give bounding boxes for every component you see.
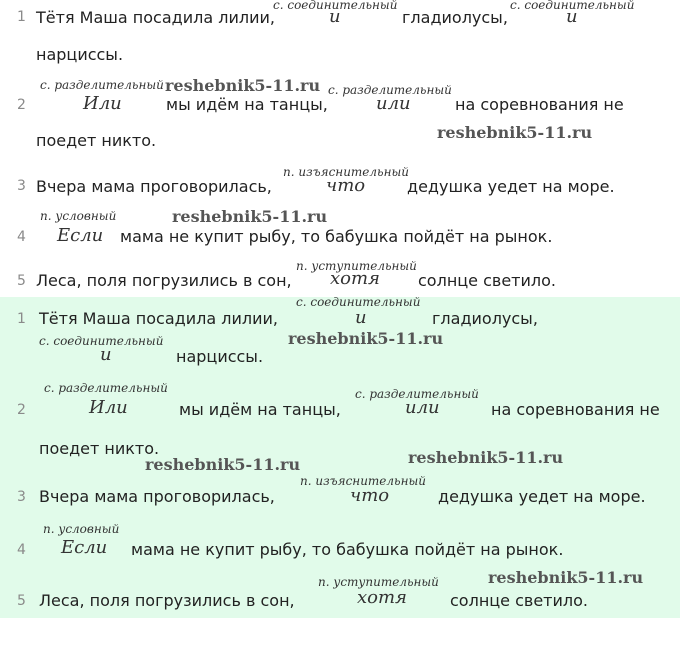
conjunction-word: что xyxy=(326,175,366,196)
exercise-block-1 xyxy=(0,0,680,297)
conjunction-word: и xyxy=(566,6,578,27)
watermark: reshebnik5-11.ru xyxy=(437,123,593,142)
sentence-text: Леса, поля погрузились в сон, xyxy=(36,271,292,290)
conjunction-word: Если xyxy=(57,225,104,246)
line-number: 4 xyxy=(17,542,26,558)
sentence-text: Тётя Маша посадила лилии, xyxy=(36,8,275,27)
conjunction-word: хотя xyxy=(330,268,380,289)
sentence-text: нарциссы. xyxy=(176,347,264,366)
conjunction-word: или xyxy=(405,397,440,418)
conjunction-type-label: с. разделительный xyxy=(44,381,168,395)
conjunction-word: хотя xyxy=(357,587,407,608)
sentence-text: солнце светило. xyxy=(450,591,588,610)
sentence-text: Вчера мама проговорилась, xyxy=(39,487,275,506)
conjunction-type-label: п. изъяснительный xyxy=(300,474,426,488)
line-number: 5 xyxy=(17,273,26,289)
conjunction-type-label: с. соединительный xyxy=(39,334,164,348)
conjunction-type-label: п. условный xyxy=(43,522,120,536)
conjunction-type-label: п. уступительный xyxy=(318,575,439,589)
sentence-text: поедет никто. xyxy=(36,131,157,150)
sentence-text: мама не купит рыбу, то бабушка пойдёт на рынок. xyxy=(120,227,553,246)
sentence-text: Вчера мама проговорилась, xyxy=(36,177,272,196)
conjunction-word: Или xyxy=(89,397,128,418)
conjunction-word: и xyxy=(329,6,341,27)
sentence-text: дедушка уедет на море. xyxy=(438,487,646,506)
sentence-text: мама не купит рыбу, то бабушка пойдёт на рынок. xyxy=(131,540,564,559)
sentence-text: гладиолусы, xyxy=(432,309,538,328)
line-number: 2 xyxy=(17,97,26,113)
conjunction-word: или xyxy=(376,93,411,114)
sentence-text: на соревнования не xyxy=(491,400,660,419)
watermark: reshebnik5-11.ru xyxy=(165,76,321,95)
sentence-text: на соревнования не xyxy=(455,95,624,114)
conjunction-type-label: п. уступительный xyxy=(296,259,417,273)
conjunction-type-label: с. разделительный xyxy=(355,387,479,401)
sentence-text: дедушка уедет на море. xyxy=(407,177,615,196)
conjunction-type-label: п. изъяснительный xyxy=(283,165,409,179)
line-number: 1 xyxy=(17,311,26,327)
conjunction-word: Или xyxy=(83,93,122,114)
conjunction-type-label: с. соединительный xyxy=(296,295,421,309)
sentence-text: гладиолусы, xyxy=(402,8,508,27)
sentence-text: солнце светило. xyxy=(418,271,556,290)
watermark: reshebnik5-11.ru xyxy=(288,329,444,348)
conjunction-word: что xyxy=(350,485,390,506)
conjunction-word: и xyxy=(355,307,367,328)
sentence-text: поедет никто. xyxy=(39,439,160,458)
line-number: 4 xyxy=(17,229,26,245)
exercise-block-2 xyxy=(0,297,680,618)
watermark: reshebnik5-11.ru xyxy=(145,455,301,474)
sentence-text: нарциссы. xyxy=(36,45,124,64)
line-number: 3 xyxy=(17,489,26,505)
line-number: 1 xyxy=(17,9,26,25)
watermark: reshebnik5-11.ru xyxy=(488,568,644,587)
sentence-text: мы идём на танцы, xyxy=(179,400,341,419)
conjunction-type-label: п. условный xyxy=(40,209,117,223)
sentence-text: мы идём на танцы, xyxy=(166,95,328,114)
watermark: reshebnik5-11.ru xyxy=(408,448,564,467)
line-number: 5 xyxy=(17,593,26,609)
sentence-text: Леса, поля погрузились в сон, xyxy=(39,591,295,610)
conjunction-type-label: с. соединительный xyxy=(510,0,635,12)
sentence-text: Тётя Маша посадила лилии, xyxy=(39,309,278,328)
conjunction-type-label: с. разделительный xyxy=(328,83,452,97)
conjunction-type-label: с. разделительный xyxy=(40,78,164,92)
watermark: reshebnik5-11.ru xyxy=(172,207,328,226)
conjunction-word: Если xyxy=(61,537,108,558)
line-number: 3 xyxy=(17,178,26,194)
conjunction-type-label: с. соединительный xyxy=(273,0,398,12)
line-number: 2 xyxy=(17,402,26,418)
conjunction-word: и xyxy=(100,344,112,365)
